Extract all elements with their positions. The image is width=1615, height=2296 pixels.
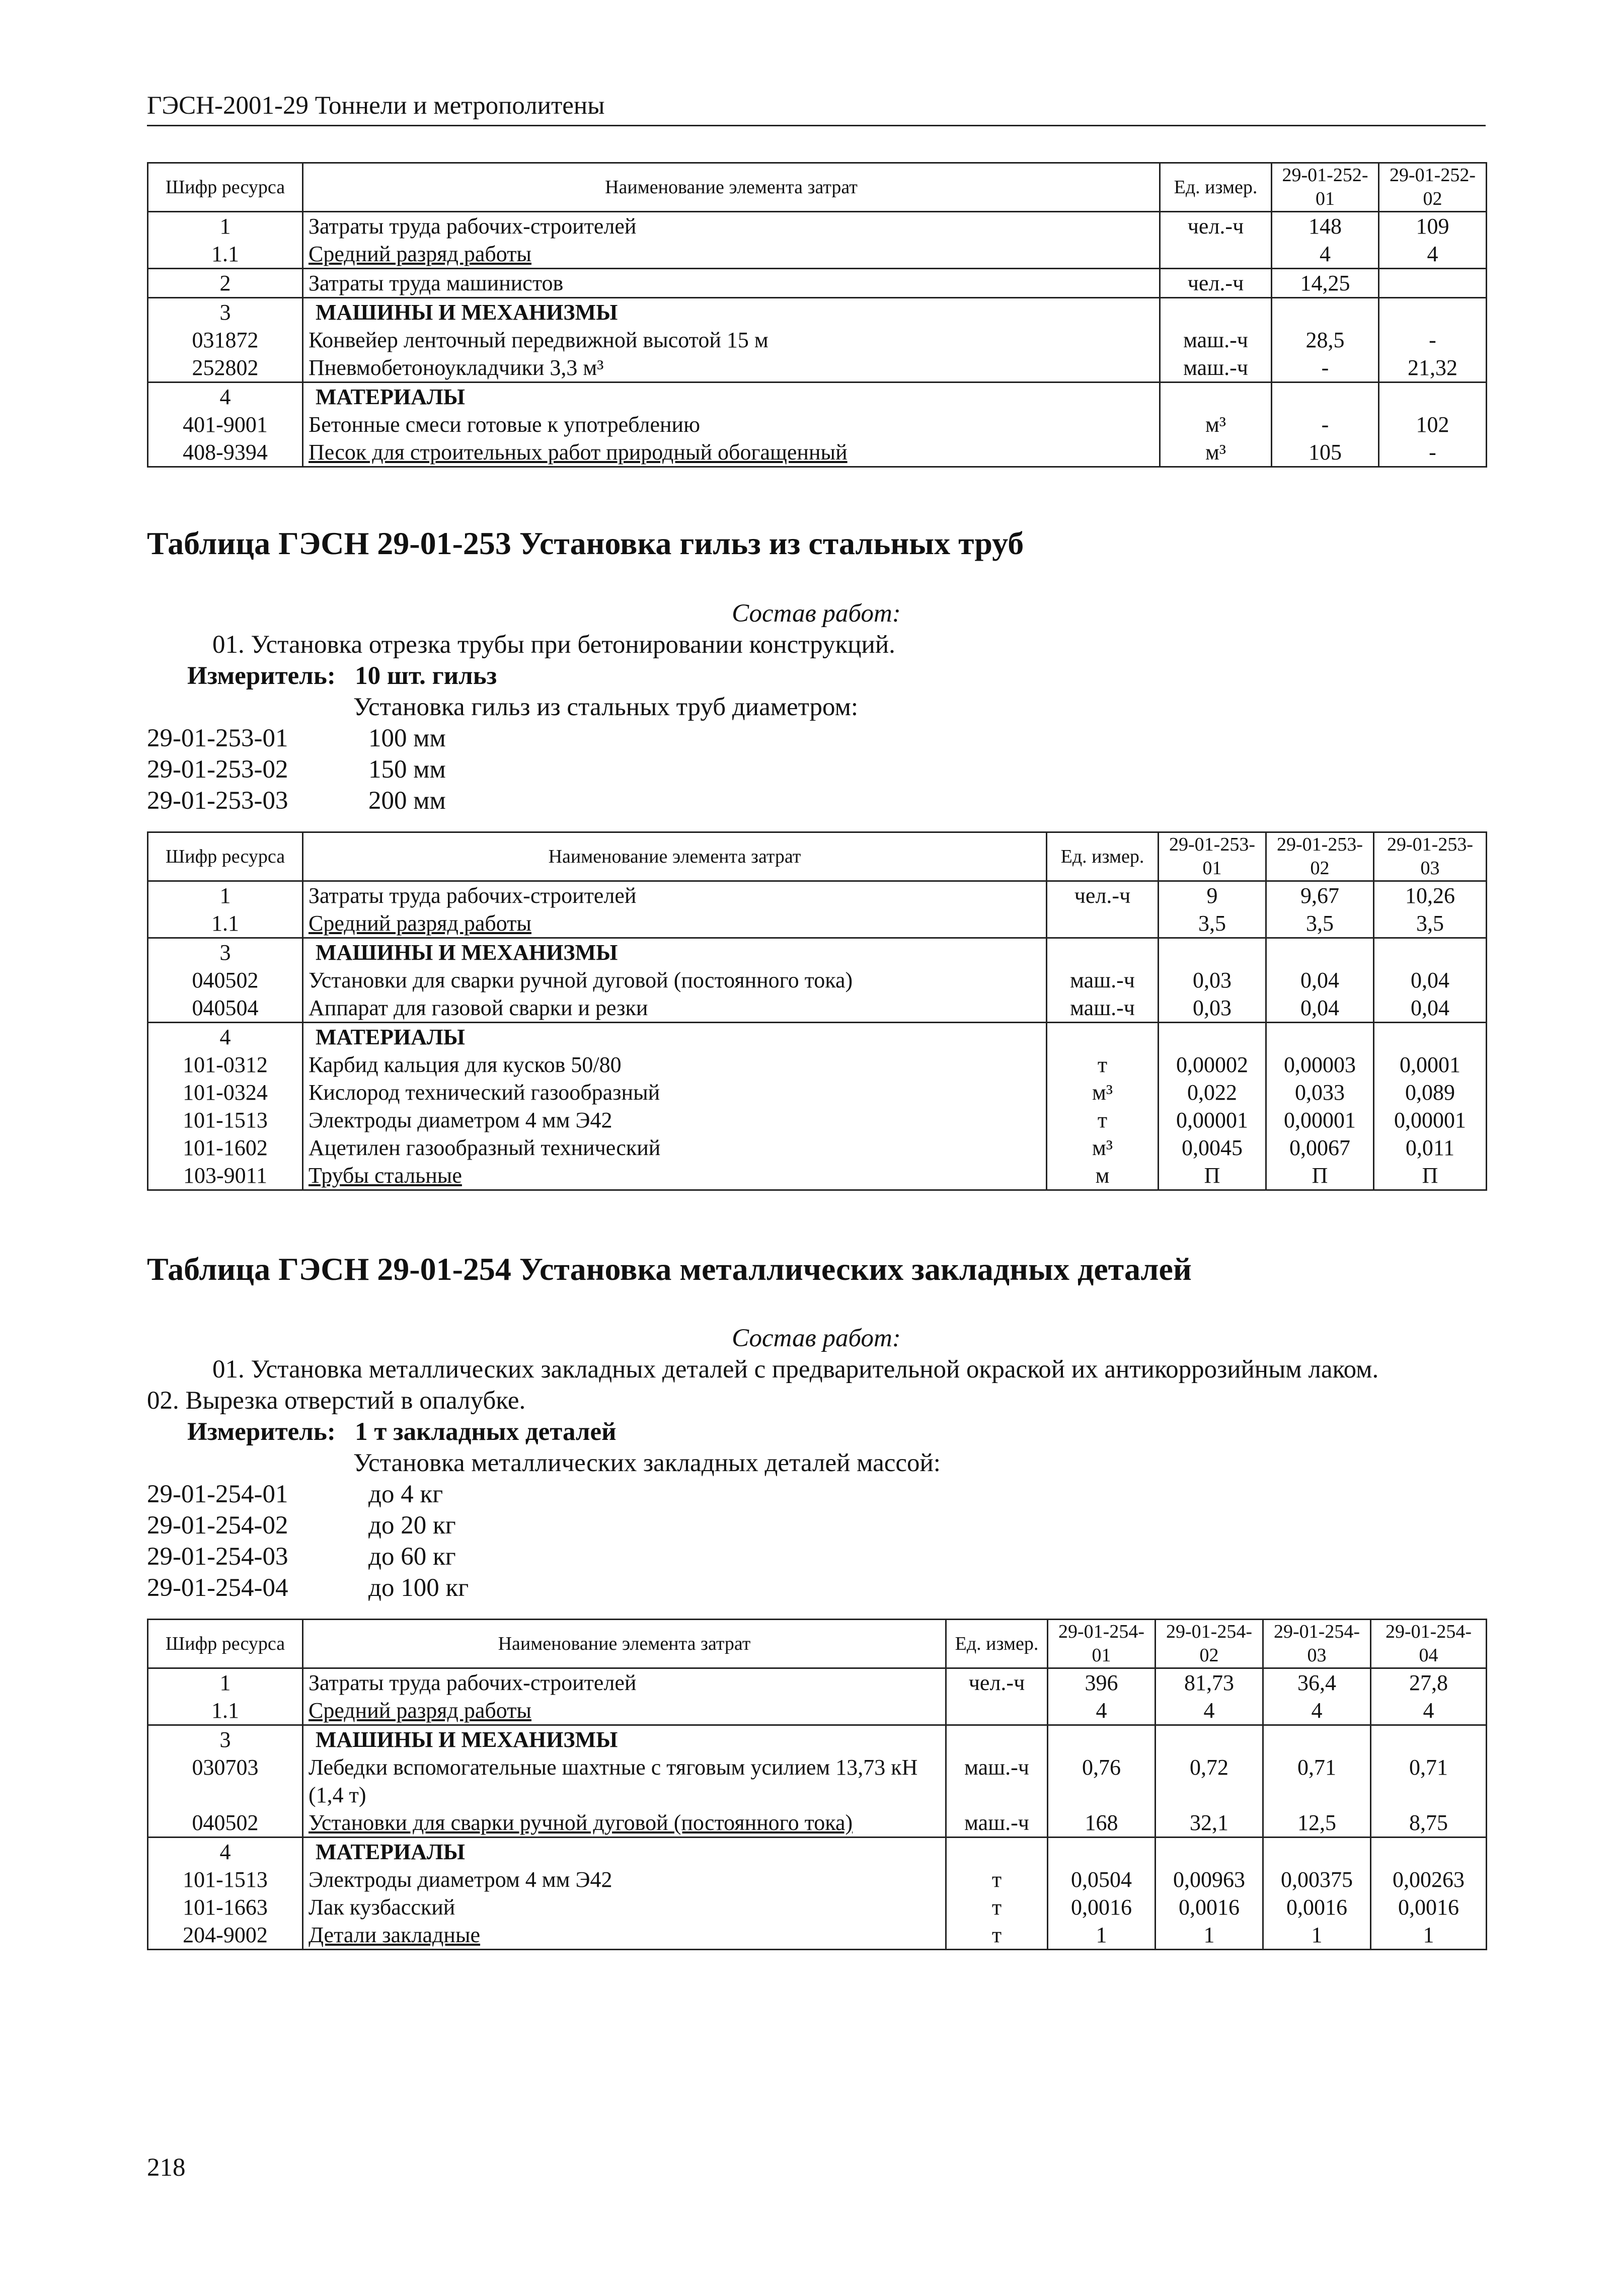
row-unit: м³ bbox=[1047, 1134, 1159, 1162]
row-name bbox=[303, 1079, 1047, 1106]
variants-intro-253: Установка гильз из стальных труб диаметром: bbox=[353, 693, 859, 721]
row-name-text: Средний разряд работы bbox=[309, 911, 531, 936]
meter-value: 10 шт. гильз bbox=[355, 662, 497, 690]
row-value: 0,033 bbox=[1266, 1079, 1374, 1106]
row-value: 0,00263 bbox=[1371, 1866, 1487, 1893]
header-unit: Ед. измер. bbox=[1160, 163, 1272, 212]
table-row bbox=[148, 1866, 1487, 1893]
row-code: 3 bbox=[148, 1725, 303, 1754]
header-code: Шифр ресурса bbox=[148, 1620, 303, 1668]
row-value: 4 bbox=[1379, 240, 1487, 269]
variant-code: 29-01-254-03 bbox=[147, 1543, 288, 1571]
row-value bbox=[1272, 298, 1379, 327]
row-code: 031872 bbox=[148, 326, 303, 354]
row-unit bbox=[1047, 1023, 1159, 1051]
row-value: 0,71 bbox=[1371, 1753, 1487, 1809]
row-value: 10,26 bbox=[1374, 881, 1487, 910]
table-row bbox=[148, 240, 1487, 269]
variant-row bbox=[147, 1479, 443, 1510]
row-value: 0,00001 bbox=[1374, 1106, 1487, 1134]
row-name bbox=[303, 1697, 946, 1725]
variant-desc: до 4 кг bbox=[368, 1480, 443, 1508]
row-value bbox=[1379, 269, 1487, 298]
row-value: 4 bbox=[1048, 1697, 1156, 1725]
variant-desc: до 100 кг bbox=[368, 1574, 469, 1602]
row-name-text: Лак кузбасский bbox=[309, 1895, 455, 1920]
row-name bbox=[303, 438, 1160, 467]
row-value bbox=[1159, 1023, 1266, 1051]
table-row bbox=[148, 438, 1487, 467]
header-variant-code: 29-01-252-02 bbox=[1379, 163, 1487, 212]
row-code: 401-9001 bbox=[148, 411, 303, 438]
row-value: П bbox=[1374, 1162, 1487, 1190]
row-value: П bbox=[1159, 1162, 1266, 1190]
row-name bbox=[303, 411, 1160, 438]
header-variant-code: 29-01-253-03 bbox=[1374, 832, 1487, 881]
table-row bbox=[148, 1106, 1487, 1134]
row-value: 0,04 bbox=[1374, 994, 1487, 1023]
row-name-text: Конвейер ленточный передвижной высотой 15 м bbox=[309, 328, 768, 352]
row-value: 14,25 bbox=[1272, 269, 1379, 298]
row-name bbox=[303, 269, 1160, 298]
row-value: 1 bbox=[1048, 1921, 1156, 1950]
row-value: 109 bbox=[1379, 212, 1487, 241]
row-value: 0,72 bbox=[1156, 1753, 1263, 1809]
row-value: 0,0016 bbox=[1263, 1893, 1371, 1921]
row-name-text: Затраты труда рабочих-строителей bbox=[309, 214, 637, 239]
row-name-text: Карбид кальция для кусков 50/80 bbox=[309, 1052, 622, 1077]
row-code: 103-9011 bbox=[148, 1162, 303, 1190]
row-value: 4 bbox=[1371, 1697, 1487, 1725]
row-value: 4 bbox=[1263, 1697, 1371, 1725]
row-unit: маш.-ч bbox=[946, 1809, 1048, 1838]
variant-row bbox=[147, 785, 446, 816]
row-value bbox=[1266, 1023, 1374, 1051]
header-variant-code: 29-01-252-01 bbox=[1272, 163, 1379, 212]
row-name-text: МАШИНЫ И МЕХАНИЗМЫ bbox=[316, 300, 618, 325]
row-unit: чел.-ч bbox=[946, 1668, 1048, 1697]
row-name-text: МАТЕРИАЛЫ bbox=[316, 1840, 465, 1864]
row-value bbox=[1374, 938, 1487, 967]
row-name bbox=[303, 938, 1047, 967]
variant-desc: до 20 кг bbox=[368, 1511, 456, 1540]
row-value: 0,0016 bbox=[1048, 1893, 1156, 1921]
row-name-text: Кислород технический газообразный bbox=[309, 1080, 660, 1105]
row-name-text: Затраты труда машинистов bbox=[309, 271, 564, 295]
row-value: 0,00001 bbox=[1266, 1106, 1374, 1134]
table-row bbox=[148, 1162, 1487, 1190]
row-value: 0,0045 bbox=[1159, 1134, 1266, 1162]
row-unit bbox=[1160, 298, 1272, 327]
table-row bbox=[148, 1668, 1487, 1697]
operation-254-01: 01. Установка металлических закладных деталей с предварительной окраской их антикоррозийным лаком. bbox=[212, 1355, 1379, 1384]
row-code: 1 bbox=[148, 1668, 303, 1697]
page-header: ГЭСН-2001-29 Тоннели и метрополитены bbox=[147, 90, 1486, 126]
row-name bbox=[303, 326, 1160, 354]
row-name-text: Бетонные смеси готовые к употреблению bbox=[309, 412, 700, 437]
row-code: 1 bbox=[148, 212, 303, 241]
row-value: 0,0001 bbox=[1374, 1051, 1487, 1079]
row-unit: чел.-ч bbox=[1160, 212, 1272, 241]
header-variant-code: 29-01-253-02 bbox=[1266, 832, 1374, 881]
row-unit: т bbox=[1047, 1106, 1159, 1134]
table-header-row bbox=[148, 832, 1487, 881]
row-unit bbox=[1160, 382, 1272, 411]
row-name-text: Средний разряд работы bbox=[309, 1698, 531, 1723]
row-name bbox=[303, 1725, 946, 1754]
row-code: 1.1 bbox=[148, 240, 303, 269]
row-name-text: Затраты труда рабочих-строителей bbox=[309, 883, 637, 908]
row-code: 4 bbox=[148, 382, 303, 411]
row-unit: маш.-ч bbox=[1047, 994, 1159, 1023]
section-254-title: Таблица ГЭСН 29-01-254 Установка металлических закладных деталей bbox=[147, 1251, 1192, 1287]
row-name bbox=[303, 240, 1160, 269]
row-value: - bbox=[1272, 354, 1379, 382]
row-code: 101-1602 bbox=[148, 1134, 303, 1162]
row-value: 27,8 bbox=[1371, 1668, 1487, 1697]
row-code: 101-0324 bbox=[148, 1079, 303, 1106]
row-value: П bbox=[1266, 1162, 1374, 1190]
variant-code: 29-01-253-03 bbox=[147, 787, 288, 815]
row-value: 8,75 bbox=[1371, 1809, 1487, 1838]
row-unit: чел.-ч bbox=[1047, 881, 1159, 910]
row-code: 3 bbox=[148, 298, 303, 327]
row-value: 396 bbox=[1048, 1668, 1156, 1697]
table-row bbox=[148, 938, 1487, 967]
row-name-text: Средний разряд работы bbox=[309, 242, 531, 266]
row-value bbox=[1371, 1725, 1487, 1754]
variant-code: 29-01-253-02 bbox=[147, 755, 288, 784]
row-value: 148 bbox=[1272, 212, 1379, 241]
table-row bbox=[148, 909, 1487, 938]
table-row bbox=[148, 411, 1487, 438]
header-name: Наименование элемента затрат bbox=[303, 163, 1160, 212]
row-code: 408-9394 bbox=[148, 438, 303, 467]
row-value bbox=[1266, 938, 1374, 967]
row-value: 3,5 bbox=[1374, 909, 1487, 938]
row-name-text: Трубы стальные bbox=[309, 1163, 462, 1188]
row-value: 0,022 bbox=[1159, 1079, 1266, 1106]
row-unit: маш.-ч bbox=[1047, 966, 1159, 994]
row-value bbox=[1159, 938, 1266, 967]
row-name-text: МАТЕРИАЛЫ bbox=[316, 1025, 465, 1049]
row-name-text: Лебедки вспомогательные шахтные с тяговым усилием 13,73 кН (1,4 т) bbox=[309, 1755, 918, 1807]
row-code: 4 bbox=[148, 1023, 303, 1051]
row-value: 0,089 bbox=[1374, 1079, 1487, 1106]
row-value: 0,0016 bbox=[1156, 1893, 1263, 1921]
table-row bbox=[148, 1051, 1487, 1079]
row-value: 1 bbox=[1156, 1921, 1263, 1950]
row-value bbox=[1379, 382, 1487, 411]
row-code: 101-1663 bbox=[148, 1893, 303, 1921]
row-name-text: Электроды диаметром 4 мм Э42 bbox=[309, 1108, 612, 1132]
row-name bbox=[303, 1162, 1047, 1190]
row-name-text: Песок для строительных работ природный обогащенный bbox=[309, 440, 848, 465]
table-row bbox=[148, 354, 1487, 382]
row-unit: маш.-ч bbox=[1160, 354, 1272, 382]
row-value: 4 bbox=[1272, 240, 1379, 269]
row-name bbox=[303, 1668, 946, 1697]
row-code: 101-1513 bbox=[148, 1106, 303, 1134]
row-unit bbox=[1047, 909, 1159, 938]
page-number: 218 bbox=[147, 2154, 186, 2182]
row-unit: чел.-ч bbox=[1160, 269, 1272, 298]
row-name bbox=[303, 1838, 946, 1866]
row-value: 0,04 bbox=[1374, 966, 1487, 994]
row-name bbox=[303, 966, 1047, 994]
composition-title-253: Состав работ: bbox=[732, 599, 901, 628]
row-name-text: Установки для сварки ручной дуговой (постоянного тока) bbox=[309, 968, 853, 992]
resource-table-254 bbox=[147, 1619, 1487, 1950]
row-value: 0,04 bbox=[1266, 994, 1374, 1023]
row-unit: т bbox=[946, 1921, 1048, 1950]
table-row bbox=[148, 1893, 1487, 1921]
row-name-text: Ацетилен газообразный технический bbox=[309, 1135, 661, 1160]
header-unit: Ед. измер. bbox=[946, 1620, 1048, 1668]
row-name-text: Пневмобетоноукладчики 3,3 м³ bbox=[309, 355, 604, 380]
table-row bbox=[148, 966, 1487, 994]
table-row bbox=[148, 1023, 1487, 1051]
row-value: 168 bbox=[1048, 1809, 1156, 1838]
variants-intro-254: Установка металлических закладных деталей массой: bbox=[353, 1449, 941, 1477]
row-value: 1 bbox=[1263, 1921, 1371, 1950]
header-variant-code: 29-01-254-03 bbox=[1263, 1620, 1371, 1668]
row-value: 3,5 bbox=[1159, 909, 1266, 938]
row-name bbox=[303, 382, 1160, 411]
row-value: - bbox=[1379, 326, 1487, 354]
operation-253-01: 01. Установка отрезка трубы при бетонировании конструкций. bbox=[212, 631, 895, 659]
table-header-row bbox=[148, 1620, 1487, 1668]
row-value: 9 bbox=[1159, 881, 1266, 910]
row-value: 0,0067 bbox=[1266, 1134, 1374, 1162]
row-value: 0,03 bbox=[1159, 994, 1266, 1023]
table-row bbox=[148, 1725, 1487, 1754]
row-code: 040504 bbox=[148, 994, 303, 1023]
row-unit bbox=[946, 1697, 1048, 1725]
table-row bbox=[148, 212, 1487, 241]
row-value bbox=[1371, 1838, 1487, 1866]
table-header-row bbox=[148, 163, 1487, 212]
row-value: - bbox=[1379, 438, 1487, 467]
row-code: 101-1513 bbox=[148, 1866, 303, 1893]
row-value: - bbox=[1272, 411, 1379, 438]
meter-label: Измеритель: bbox=[187, 1418, 336, 1446]
row-name bbox=[303, 881, 1047, 910]
resource-table-253 bbox=[147, 831, 1487, 1191]
row-name-text: Затраты труда рабочих-строителей bbox=[309, 1670, 637, 1695]
variant-desc: 100 мм bbox=[368, 724, 446, 752]
header-variant-code: 29-01-254-01 bbox=[1048, 1620, 1156, 1668]
variant-desc: 200 мм bbox=[368, 787, 446, 815]
row-name bbox=[303, 1753, 946, 1809]
row-name-text: Электроды диаметром 4 мм Э42 bbox=[309, 1867, 612, 1892]
variant-desc: 150 мм bbox=[368, 755, 446, 784]
row-name-text: Детали закладные bbox=[309, 1923, 481, 1947]
row-name bbox=[303, 1866, 946, 1893]
variant-row bbox=[147, 1541, 456, 1572]
row-value bbox=[1263, 1725, 1371, 1754]
row-name-text: МАШИНЫ И МЕХАНИЗМЫ bbox=[316, 940, 618, 965]
row-unit: т bbox=[946, 1893, 1048, 1921]
header-variant-code: 29-01-254-04 bbox=[1371, 1620, 1487, 1668]
row-unit bbox=[1160, 240, 1272, 269]
row-value: 0,00003 bbox=[1266, 1051, 1374, 1079]
row-value bbox=[1263, 1838, 1371, 1866]
table-row bbox=[148, 1921, 1487, 1950]
row-value: 102 bbox=[1379, 411, 1487, 438]
table-row bbox=[148, 994, 1487, 1023]
row-name bbox=[303, 212, 1160, 241]
meter-label: Измеритель: bbox=[187, 662, 336, 690]
row-unit bbox=[1047, 938, 1159, 967]
row-code: 040502 bbox=[148, 966, 303, 994]
row-unit: м³ bbox=[1047, 1079, 1159, 1106]
row-value: 0,00001 bbox=[1159, 1106, 1266, 1134]
variant-row bbox=[147, 723, 446, 754]
header-name: Наименование элемента затрат bbox=[303, 832, 1047, 881]
variant-code: 29-01-254-04 bbox=[147, 1574, 288, 1602]
row-value: 105 bbox=[1272, 438, 1379, 467]
row-value: 0,00375 bbox=[1263, 1866, 1371, 1893]
row-name bbox=[303, 909, 1047, 938]
row-name bbox=[303, 354, 1160, 382]
variant-row bbox=[147, 754, 446, 785]
row-name bbox=[303, 1809, 946, 1838]
row-name bbox=[303, 1023, 1047, 1051]
row-code: 1 bbox=[148, 881, 303, 910]
row-name-text: МАТЕРИАЛЫ bbox=[316, 385, 465, 409]
row-value: 0,76 bbox=[1048, 1753, 1156, 1809]
row-code: 2 bbox=[148, 269, 303, 298]
row-unit: т bbox=[946, 1866, 1048, 1893]
row-code: 204-9002 bbox=[148, 1921, 303, 1950]
row-unit: м³ bbox=[1160, 411, 1272, 438]
table-row bbox=[148, 1697, 1487, 1725]
row-name-text: Установки для сварки ручной дуговой (постоянного тока) bbox=[309, 1810, 853, 1835]
row-name bbox=[303, 1106, 1047, 1134]
table-row bbox=[148, 881, 1487, 910]
variant-row bbox=[147, 1510, 456, 1541]
row-value: 21,32 bbox=[1379, 354, 1487, 382]
row-code: 1.1 bbox=[148, 1697, 303, 1725]
row-value: 32,1 bbox=[1156, 1809, 1263, 1838]
row-name-text: МАШИНЫ И МЕХАНИЗМЫ bbox=[316, 1727, 618, 1752]
row-code: 040502 bbox=[148, 1809, 303, 1838]
row-name bbox=[303, 1921, 946, 1950]
table-row bbox=[148, 1809, 1487, 1838]
row-name bbox=[303, 994, 1047, 1023]
row-unit: м bbox=[1047, 1162, 1159, 1190]
row-code: 3 bbox=[148, 938, 303, 967]
row-value: 4 bbox=[1156, 1697, 1263, 1725]
row-value: 0,04 bbox=[1266, 966, 1374, 994]
row-value: 0,011 bbox=[1374, 1134, 1487, 1162]
table-row bbox=[148, 1753, 1487, 1809]
resource-table-252 bbox=[147, 162, 1487, 468]
row-value bbox=[1156, 1838, 1263, 1866]
row-value: 0,0504 bbox=[1048, 1866, 1156, 1893]
variant-row bbox=[147, 1572, 469, 1603]
header-name: Наименование элемента затрат bbox=[303, 1620, 946, 1668]
row-name bbox=[303, 1893, 946, 1921]
row-code: 101-0312 bbox=[148, 1051, 303, 1079]
row-value bbox=[1156, 1725, 1263, 1754]
row-value bbox=[1048, 1725, 1156, 1754]
header-code: Шифр ресурса bbox=[148, 832, 303, 881]
row-unit: маш.-ч bbox=[946, 1753, 1048, 1809]
row-value: 12,5 bbox=[1263, 1809, 1371, 1838]
row-value bbox=[1379, 298, 1487, 327]
table-row bbox=[148, 382, 1487, 411]
row-value: 0,00963 bbox=[1156, 1866, 1263, 1893]
table-row bbox=[148, 1079, 1487, 1106]
meter-value: 1 т закладных деталей bbox=[355, 1418, 617, 1446]
operation-254-02: 02. Вырезка отверстий в опалубке. bbox=[147, 1387, 526, 1415]
section-253-title: Таблица ГЭСН 29-01-253 Установка гильз из стальных труб bbox=[147, 525, 1024, 561]
variant-code: 29-01-254-02 bbox=[147, 1511, 288, 1540]
row-name bbox=[303, 298, 1160, 327]
row-name bbox=[303, 1134, 1047, 1162]
row-value: 28,5 bbox=[1272, 326, 1379, 354]
row-name-text: Аппарат для газовой сварки и резки bbox=[309, 996, 648, 1020]
row-value bbox=[1048, 1838, 1156, 1866]
row-value bbox=[1272, 382, 1379, 411]
table-row bbox=[148, 1134, 1487, 1162]
row-code: 252802 bbox=[148, 354, 303, 382]
row-value bbox=[1374, 1023, 1487, 1051]
row-value: 0,03 bbox=[1159, 966, 1266, 994]
row-value: 9,67 bbox=[1266, 881, 1374, 910]
row-value: 0,71 bbox=[1263, 1753, 1371, 1809]
row-unit: маш.-ч bbox=[1160, 326, 1272, 354]
header-variant-code: 29-01-253-01 bbox=[1159, 832, 1266, 881]
row-unit: м³ bbox=[1160, 438, 1272, 467]
table-row bbox=[148, 1838, 1487, 1866]
variant-code: 29-01-254-01 bbox=[147, 1480, 288, 1508]
table-row bbox=[148, 269, 1487, 298]
row-unit bbox=[946, 1838, 1048, 1866]
variant-desc: до 60 кг bbox=[368, 1543, 456, 1571]
row-value: 0,0016 bbox=[1371, 1893, 1487, 1921]
header-unit: Ед. измер. bbox=[1047, 832, 1159, 881]
variant-code: 29-01-253-01 bbox=[147, 724, 288, 752]
row-value: 0,00002 bbox=[1159, 1051, 1266, 1079]
row-name bbox=[303, 1051, 1047, 1079]
table-row bbox=[148, 298, 1487, 327]
row-code: 1.1 bbox=[148, 909, 303, 938]
meter-253 bbox=[187, 660, 497, 692]
row-value: 36,4 bbox=[1263, 1668, 1371, 1697]
row-value: 1 bbox=[1371, 1921, 1487, 1950]
row-value: 81,73 bbox=[1156, 1668, 1263, 1697]
table-row bbox=[148, 326, 1487, 354]
row-value: 3,5 bbox=[1266, 909, 1374, 938]
header-variant-code: 29-01-254-02 bbox=[1156, 1620, 1263, 1668]
row-unit: т bbox=[1047, 1051, 1159, 1079]
meter-254 bbox=[187, 1416, 617, 1447]
header-code: Шифр ресурса bbox=[148, 163, 303, 212]
row-code: 030703 bbox=[148, 1753, 303, 1809]
row-unit bbox=[946, 1725, 1048, 1754]
row-code: 4 bbox=[148, 1838, 303, 1866]
composition-title-254: Состав работ: bbox=[732, 1324, 901, 1352]
